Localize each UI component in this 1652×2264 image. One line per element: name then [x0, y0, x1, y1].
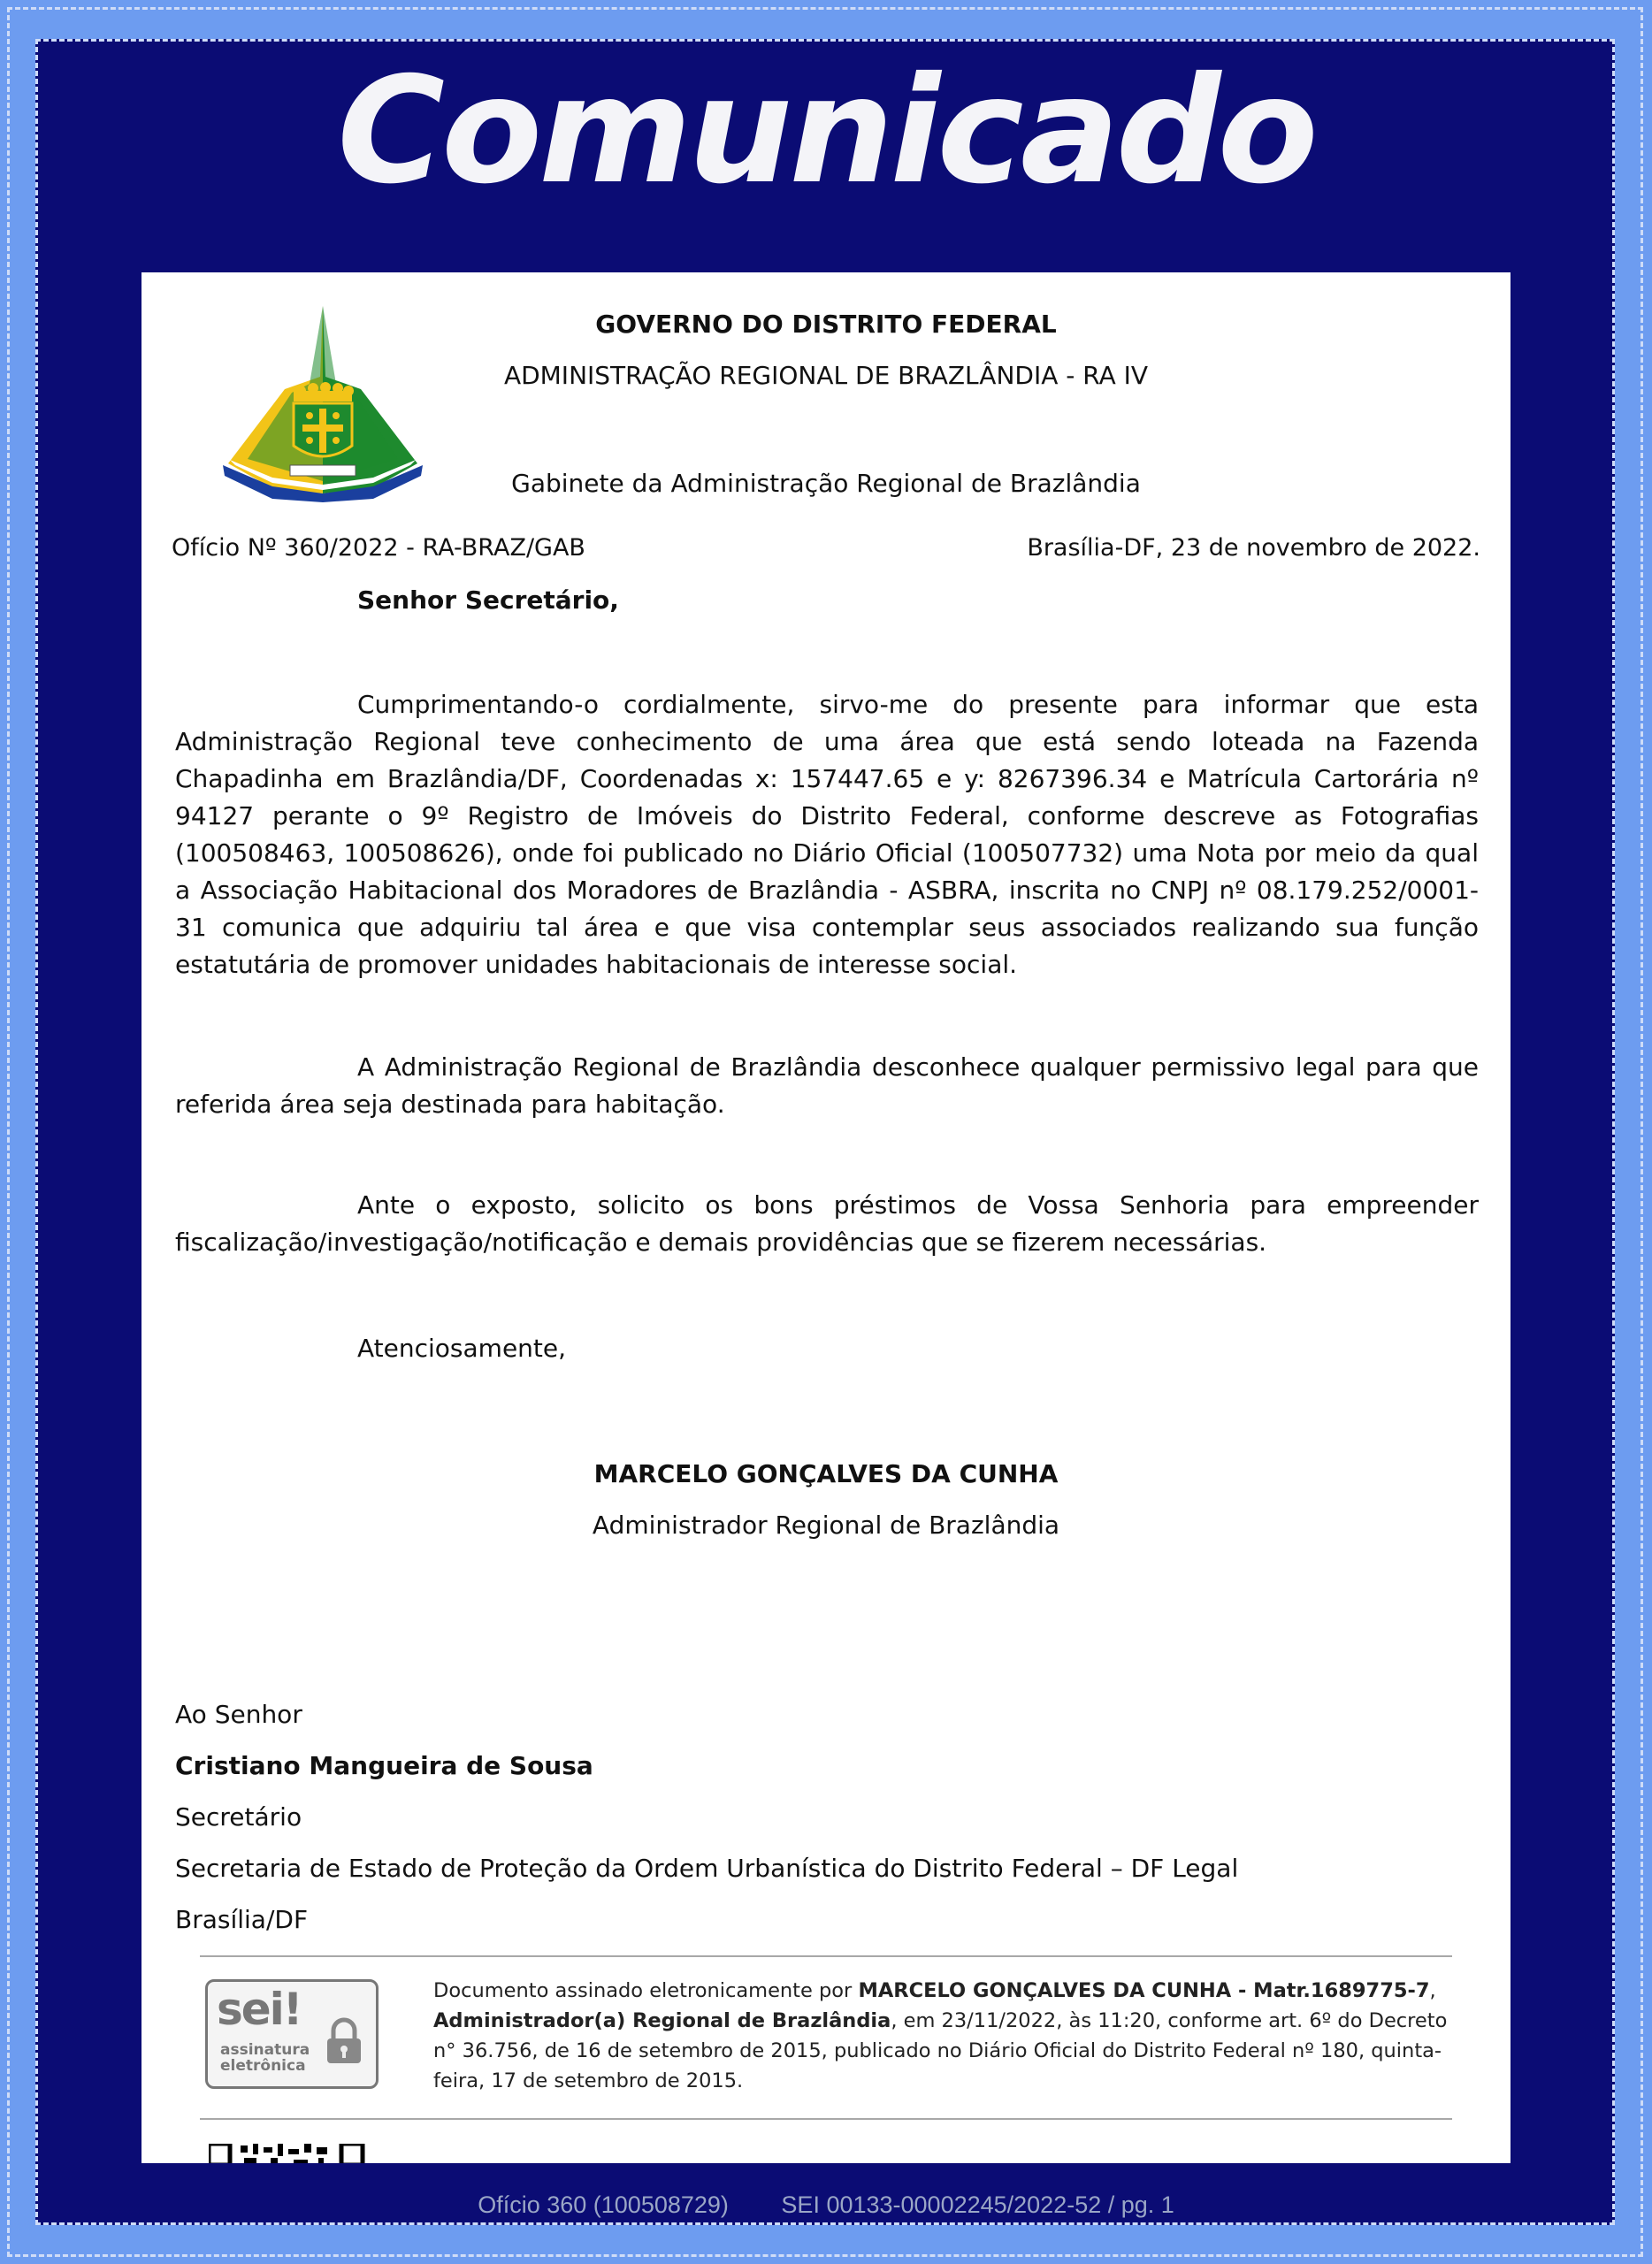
paragraph-2: A Administração Regional de Brazlândia desconhece qualquer permissivo legal para que referida área seja destinada para habitação. — [175, 1052, 1479, 1119]
letterhead-office: Gabinete da Administração Regional de Brazlândia — [511, 469, 1141, 498]
sei-badge-main: sei! — [217, 1984, 302, 2035]
sei-signature-badge — [205, 1979, 379, 2089]
paragraph-3: Ante o exposto, solicito os bons préstimos de Vossa Senhoria para empreender fiscalização/investigação/notificação e demais providências que se fizerem necessárias. — [175, 1190, 1479, 1257]
letterhead-administration: ADMINISTRAÇÃO REGIONAL DE BRAZLÂNDIA - RA IV — [503, 361, 1149, 390]
signature-divider-bottom — [200, 2118, 1452, 2120]
signature-divider-top — [200, 1955, 1452, 1957]
page-footer — [0, 2191, 1652, 2219]
paragraph-1: Cumprimentando-o cordialmente, sirvo-me do presente para informar que esta Administração Regional teve conhecimento de uma área que está sendo loteada na Fazenda Chapadinha em Brazlândia/DF, Coordenadas x: 157447.65 e y: 8267396.34 e Matrícula Cartorária nº 94127 perante o 9º Registro de Imóveis do Distrito Federal, conforme descreve as Fotografias (100508463, 100508626), onde foi publicado no Diário Oficial (100507732) uma Nota por meio da qual a Associação Habitacional dos Moradores de Brazlândia - ASBRA, inscrita no CNPJ nº 08.179.252/0001-31 comunica que adquiriu tal área e que visa contemplar seus associados realizando sua função estatutária de promover unidades habitacionais de interesse social. — [175, 690, 1479, 979]
sei-badge-caption: assinatura eletrônica — [220, 2041, 310, 2075]
footer-document-reference: Ofício 360 (100508729) — [478, 2191, 729, 2218]
addressee-city: Brasília/DF — [175, 1905, 309, 1934]
official-letter — [141, 272, 1511, 2163]
qr-code-icon — [209, 2144, 368, 2163]
banner-title: Comunicado — [337, 46, 1315, 217]
signatory-name: MARCELO GONÇALVES DA CUNHA — [593, 1459, 1059, 1488]
addressee-name: Cristiano Mangueira de Sousa — [175, 1751, 593, 1780]
salutation: Senhor Secretário, — [357, 585, 619, 615]
footer-process-reference: SEI 00133-00002245/2022-52 / pg. 1 — [781, 2191, 1174, 2218]
electronic-signature-statement: Documento assinado eletronicamente por MARCELO GONÇALVES DA CUNHA - Matr.1689775-7, Administrador(a) Regional de Brazlândia, em 23/11/2022, às 11:20, conforme art. 6º do Decreto n° 36.756, de 16 de setembro de 2015, publicado no Diário Oficial do Distrito Federal nº 180, quinta-feira, 17 de setembro de 2015. — [433, 1979, 1448, 2092]
padlock-icon — [325, 2017, 363, 2065]
letterhead-government: GOVERNO DO DISTRITO FEDERAL — [595, 310, 1057, 339]
signatory-role: Administrador Regional de Brazlândia — [592, 1511, 1060, 1540]
addressee-title: Secretário — [175, 1802, 302, 1832]
addressee-greeting: Ao Senhor — [175, 1700, 302, 1729]
place-and-date: Brasília-DF, 23 de novembro de 2022. — [1027, 534, 1480, 562]
document-number: Ofício Nº 360/2022 - RA-BRAZ/GAB — [172, 534, 585, 562]
addressee-organization: Secretaria de Estado de Proteção da Ordem Urbanística do Distrito Federal – DF Legal — [175, 1854, 1239, 1883]
closing: Atenciosamente, — [357, 1334, 567, 1363]
